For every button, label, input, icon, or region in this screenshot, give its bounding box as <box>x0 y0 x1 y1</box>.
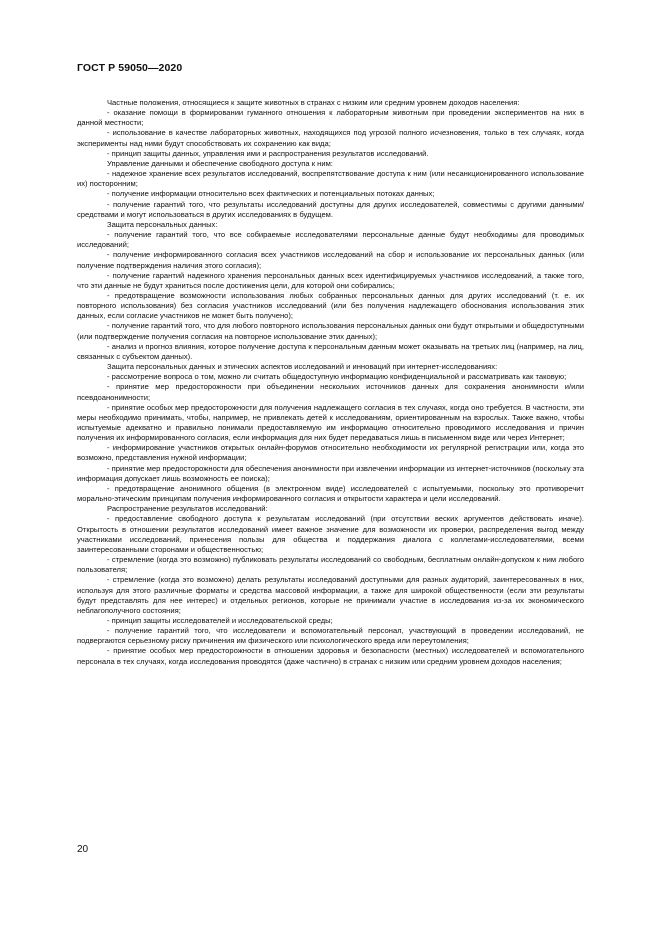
paragraph: - получение гарантий того, что исследователи и вспомогательный персонал, участвующий в проведении исследований, не подвергаются серьезному риску причинения им физического или психологического вреда или переутомления; <box>77 626 584 646</box>
paragraph: Частные положения, относящиеся к защите животных в странах с низким или средним уровнем доходов населения: <box>107 98 520 107</box>
standard-header: ГОСТ Р 59050—2020 <box>77 62 183 74</box>
paragraph: - информирование участников открытых онлайн-форумов относительно необходимости их регулярной регистрации или, когда это возможно, представления нужной информации; <box>77 443 584 463</box>
paragraph: - получение гарантий того, что все собираемые исследователями персональные данные будут необходимы для проводимых исследований; <box>77 230 584 250</box>
paragraph: Распространение результатов исследований: <box>107 504 268 514</box>
document-body <box>77 98 584 667</box>
paragraph: - получение гарантий того, что результаты исследований доступны для других исследователей, совместимы с другими данными/средствами и могут использоваться в других исследованиях в будущем. <box>77 199 584 219</box>
paragraph: - принятие мер предосторожности при объединении нескольких источников данных для сохранения анонимности и/или псевдоанонимности; <box>77 382 584 402</box>
paragraph: - получение гарантий того, что для любого повторного использования персональных данных они будут открытыми и общедоступными (или подтверждение получения согласия на повторное использование этих данных); <box>77 321 584 341</box>
paragraph: - получение информации относительно всех фактических и потенциальных потоках данных; <box>107 189 435 199</box>
paragraph: - получение информированного согласия всех участников исследований на сбор и использование их персональных данных (или получение подтверждения наличия этого согласия); <box>77 250 584 270</box>
paragraph: - принцип защиты исследователей и исследовательской среды; <box>107 615 333 625</box>
paragraph: Защита персональных данных: <box>107 219 218 229</box>
paragraph: - предотвращение анонимного общения (в электронном виде) исследователей с испытуемыми, поскольку это противоречит морально-этическим принципам получения информированного согласия и открытости характера и цели исследований. <box>77 483 584 504</box>
paragraph: - предотвращение возможности использования любых собранных персональных данных для других исследований (т. е. их повторного использования) без согласия участников исследований (или без получения надлежащего обоснования использования этих данных, если согласие участников не может быть получено); <box>77 290 584 321</box>
paragraph: - рассмотрение вопроса о том, можно ли считать общедоступную информацию конфиденциальной и рассматривать как таковую; <box>107 372 567 382</box>
paragraph: Защита персональных данных и этических аспектов исследований и инноваций при интернет-исследованиях: <box>107 362 498 372</box>
paragraph: - надежное хранение всех результатов исследований, воспрепятствование доступа к ним (или несанкционированного использование их) посторонним; <box>77 169 584 189</box>
page-number: 20 <box>77 844 89 855</box>
paragraph: - получение гарантий надежного хранения персональных данных всех идентифицируемых участников исследований, а также того, что эти данные не будут храниться после достижения цели, для которой они собирались; <box>77 270 584 290</box>
paragraph: - принятие особых мер предосторожности для получения надлежащего согласия в тех случаях, когда оно требуется. В частности, эти меры необходимо принимать, чтобы, например, не привлекать детей к исследованиям, ориентированным на взрослых. Также важно, чтобы испытуемые адекватно и правильно понимали предоставляемую им информацию относительно проводимого исследования и причин получения их информированного согласия, если информация для них будет передаваться лишь в письменном виде или через Интернет; <box>77 402 584 443</box>
paragraph: - принятие мер предосторожности для обеспечения анонимности при извлечении информации из интернет-источников (поскольку эта информация допускает лишь возможность ее поиска); <box>77 463 584 483</box>
paragraph: Управление данными и обеспечение свободного доступа к ним: <box>107 158 333 168</box>
paragraph: - стремление (когда это возможно) делать результаты исследований доступными для разных аудиторий, заинтересованных в них, используя для этого различные форматы и средства массовой информации, а также для широкой общественности (если эти результаты будут представлять для нее интерес) и отдельных регионов, которые не принимали участие в исследования из-за их экономического неблагополучного состояния; <box>77 575 584 615</box>
paragraph: - принятие особых мер предосторожности в отношении здоровья и безопасности (местных) исследователей и вспомогательного персонала в тех случаях, когда исследования проводятся (даже частично) в странах с низким или средним уровнем доходов населения; <box>77 646 584 666</box>
paragraph: - стремление (когда это возможно) публиковать результаты исследований со свободным, бесплатным онлайн-допуском к ним любого пользователя; <box>77 555 584 575</box>
paragraph: - оказание помощи в формировании гуманного отношения к лабораторным животным при проведении экспериментов на них в данной местности; <box>77 108 584 128</box>
paragraph: - использование в качестве лабораторных животных, находящихся под угрозой полного исчезновения, только в тех случаях, когда эксперименты над ними будут способствовать их сохранению как вида; <box>77 128 584 148</box>
paragraph: - предоставление свободного доступа к результатам исследований (при отсутствии веских аргументов действовать иначе). Открытость в отношении результатов исследований имеет важное значение для возможности их проверки, распределения выгод между участниками исследований, принесения пользы для общества и поддержания диалога с коллегами-исследователями, всеми заинтересованными сторонами и общественностью; <box>77 514 584 554</box>
paragraph: - анализ и прогноз влияния, которое получение доступа к персональным данным может оказывать на третьих лиц (например, на лиц, связанных с субъектом данных). <box>77 341 584 361</box>
paragraph: - принцип защиты данных, управления ими и распространения результатов исследований. <box>107 148 429 158</box>
